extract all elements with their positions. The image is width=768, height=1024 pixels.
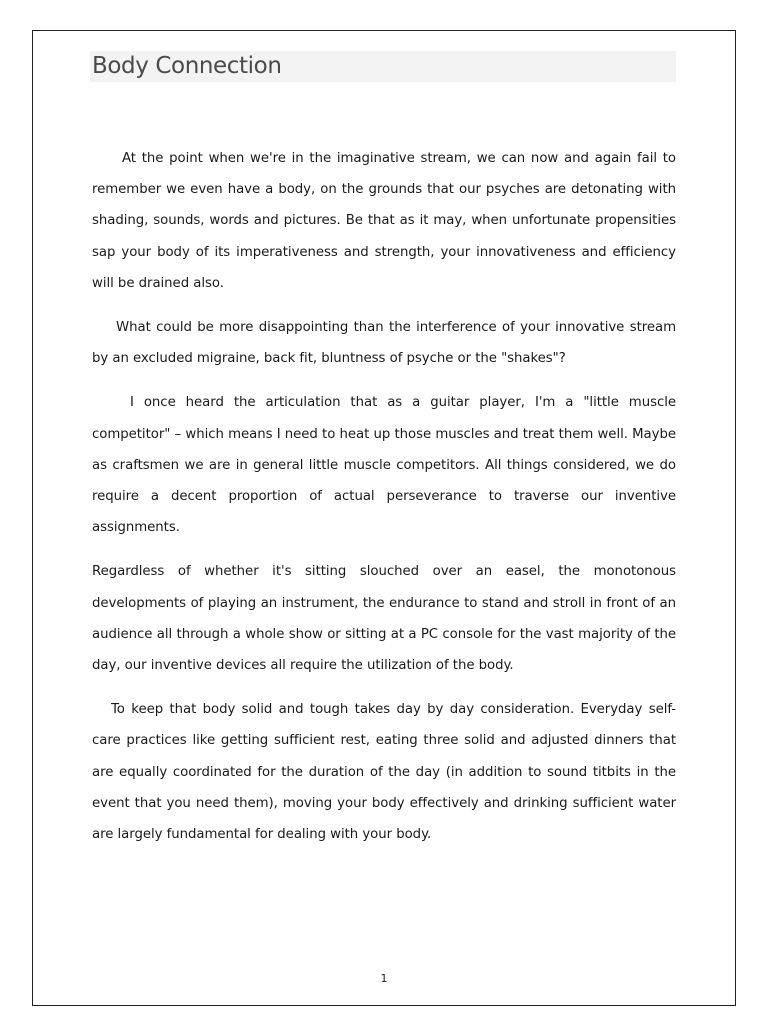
paragraph-4: Regardless of whether it's sitting slouched over an easel, the monotonous developments of playing an instrument, the endurance to stand and stroll in front of an audience all through a whole show or sitting at a PC console for the vast majority of the day, our inventive devices all require the utilization of the body. xyxy=(92,564,676,674)
paragraph-3: I once heard the articulation that as a guitar player, I'm a "little muscle competitor" – which means I need to heat up those muscles and treat them well. Maybe as craftsmen we are in general little muscle competitors. All things considered, we do require a decent proportion of actual perseverance to traverse our inventive assignments. xyxy=(92,395,676,536)
paragraph-5: To keep that body solid and tough takes day by day consideration. Everyday self-care practices like getting sufficient rest, eating three solid and adjusted dinners that are equally coordinated for the duration of the day (in addition to sound titbits in the event that you need them), moving your body effectively and drinking sufficient water are largely fundamental for dealing with your body. xyxy=(92,702,676,843)
page-number: 1 xyxy=(380,972,388,985)
document-body xyxy=(92,143,676,863)
paragraph-2: What could be more disappointing than the interference of your innovative stream by an excluded migraine, back fit, bluntness of psyche or the "shakes"? xyxy=(92,320,676,367)
paragraph-1: At the point when we're in the imaginative stream, we can now and again fail to remember we even have a body, on the grounds that our psyches are detonating with shading, sounds, words and pictures. Be that as it may, when unfortunate propensities sap your body of its imperativeness and strength, your innovativeness and efficiency will be drained also. xyxy=(92,151,676,291)
document-title: Body Connection xyxy=(92,53,282,79)
